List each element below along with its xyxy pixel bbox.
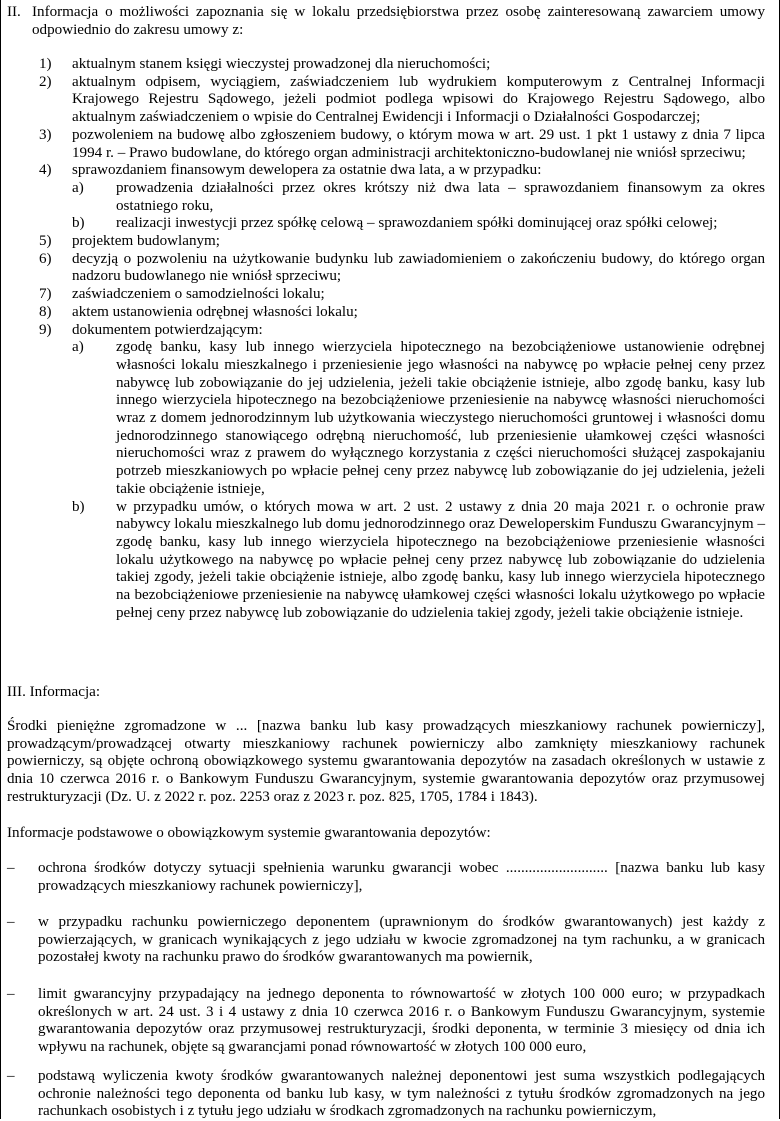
bullet-text: ochrona środków dotyczy sytuacji spełnienia warunku gwarancji wobec ........................... [nazwa banku lub kasy prowadzących mieszkaniowy rachunek powierniczy], xyxy=(38,860,765,894)
sub-list-item xyxy=(72,339,765,498)
list-item-number: 6) xyxy=(39,250,52,267)
list-item-text: pozwoleniem na budowę albo zgłoszeniem budowy, o którym mowa w art. 29 ust. 1 pkt 1 ustawy z dnia 7 lipca 1994 r. – Prawo budowlane, do którego organ administracji architektoniczno-budowlanej nie wniósł sprzeciwu; xyxy=(72,126,765,161)
list-item-number: 9) xyxy=(39,321,52,338)
section-3-paragraph: Środki pieniężne zgromadzone w ... [nazwa banku lub kasy prowadzących mieszkaniowy rachunek powierniczy], prowadzącym/prowadzącej otwarty mieszkaniowy rachunek powierniczy albo zamknięty mieszkaniowy rachunek powierniczy, są objęte ochroną obowiązkowego systemu gwarantowania depozytów na zasadach określonych w ustawie z dnia 10 czerwca 2016 r. o Bankowym Funduszu Gwarancyjnym, systemie gwarantowania depozytów oraz przymusowej restrukturyzacji (Dz. U. z 2022 r. poz. 2253 oraz z 2023 r. poz. 825, 1705, 1784 i 1843). xyxy=(7,718,765,805)
bullet-item xyxy=(7,860,765,895)
sub-list-item-text: w przypadku umów, o których mowa w art. 2 ust. 2 ustawy z dnia 20 maja 2021 r. o ochronie praw nabywcy lokalu mieszkalnego lub domu jednorodzinnego oraz Deweloperskim Funduszu Gwarancyjnym – zgodę banku, kasy lub innego wierzyciela hipotecznego na bezobciążeniowe przeniesienie własności lokalu użytkowego na nabywcę po wpłacie pełnej ceny przez nabywcę lub zobowiązanie do udzielenia takiej zgody, jeżeli takie obciążenie istnieje, albo zgodę banku, kasy lub innego wierzyciela hipotecznego na bezobciążeniowe przeniesienie na nabywcę ułamkowej części własności lokalu użytkowego po wpłacie pełnej ceny przez nabywcę lub zobowiązanie do udzielenia takiej zgody, jeżeli takie obciążenie istnieje. xyxy=(116,498,765,621)
sub-list xyxy=(72,339,765,622)
list-item-text: dokumentem potwierdzającym: xyxy=(72,321,263,338)
list-item-number: 5) xyxy=(39,233,52,250)
list-item xyxy=(7,56,765,74)
sub-list-item xyxy=(72,499,765,623)
list-item xyxy=(7,162,765,233)
sub-list-item-text: zgodę banku, kasy lub innego wierzyciela hipotecznego na bezobciążeniowe ustanowienie odrębnej własności lokalu mieszkalnego i przeniesienie jego własności na nabywcę po wpłacie pełnej ceny przez nabywcę lub zobowiązanie do jej udzielenia, jeżeli takie obciążenie istnieje, albo zgodę banku, kasy lub innego wierzyciela hipotecznego na bezobciążeniowe przeniesienie na nabywcę własności nieruchomości wraz z domem jednorodzinnym lub użytkowania wieczystego nieruchomości gruntowej i własności domu jednorodzinnego stanowiącego odrębną nieruchomość, lub przeniesienie ułamkowej części własności nieruchomości wraz z prawem do wyłącznego korzystania z części nieruchomości służącej zaspokajaniu potrzeb mieszkaniowych po wpłacie pełnej ceny przez nabywcę lub zobowiązanie do jej udzielenia, jeżeli takie obciążenie istnieje, xyxy=(116,339,765,497)
list-item-number: 2) xyxy=(39,73,52,90)
section-2-list xyxy=(7,56,765,623)
bullet-item xyxy=(7,986,765,1057)
list-item-number: 7) xyxy=(39,286,52,303)
list-item-text: aktualnym odpisem, wyciągiem, zaświadczeniem lub wydrukiem komputerowym z Centralnej Informacji Krajowego Rejestru Sądowego, jeżeli podmiot podlega wpisowi do Krajowego Rejestru Sądowego, albo aktualnym zaświadczeniem o wpisie do Centralnej Ewidencji i Informacji o Działalności Gospodarczej; xyxy=(72,73,765,126)
sub-list-item-letter: b) xyxy=(72,498,85,515)
list-item-text: projektem budowlanym; xyxy=(72,233,220,250)
sub-list-item-text: prowadzenia działalności przez okres krótszy niż dwa lata – sprawozdaniem finansowym za okres ostatniego roku, xyxy=(116,179,765,214)
section-2-intro xyxy=(7,4,765,39)
sub-list-item-text: realizacji inwestycji przez spółkę celową – sprawozdaniem spółki dominującej oraz spółki celowej; xyxy=(116,215,718,232)
section-3-heading: III. Informacja: xyxy=(7,684,101,700)
section-2-number: II. xyxy=(7,4,21,20)
list-item-text: aktem ustanowienia odrębnej własności lokalu; xyxy=(72,303,358,320)
bullet-text: w przypadku rachunku powierniczego deponentem (uprawnionym do środków gwarantowanych) jest każdy z powierzających, w granicach wynikających z jego udziału w kwocie zgromadzonej na tym rachunku, a w granicach pozostałej kwoty na rachunku prawo do środków gwarantowanych ma powiernik, xyxy=(38,914,765,966)
list-item-number: 1) xyxy=(39,56,52,72)
sub-list-item-letter: a) xyxy=(72,179,84,196)
section-2-intro-text: Informacja o możliwości zapoznania się w lokalu przedsiębiorstwa przez osobę zainteresowaną zawarciem umowy odpowiednio do zakresu umowy z: xyxy=(32,4,765,38)
list-item-text: aktualnym stanem księgi wieczystej prowadzonej dla nieruchomości; xyxy=(72,56,491,72)
list-item-text: sprawozdaniem finansowym dewelopera za ostatnie dwa lata, a w przypadku: xyxy=(72,162,542,179)
list-item xyxy=(7,127,765,162)
list-item-number: 8) xyxy=(39,303,52,320)
sub-list-item-letter: a) xyxy=(72,339,84,356)
sub-list-item xyxy=(72,180,765,215)
dash-marker: – xyxy=(7,1068,15,1084)
dash-marker: – xyxy=(7,914,15,930)
bullet-item xyxy=(7,1068,765,1121)
bullet-text: podstawą wyliczenia kwoty środków gwarantowanych należnej deponentowi jest suma wszystkich podlegających ochronie należności tego deponenta od banku lub kasy, w tym należności z tytułu środków zgromadzonych na jego rachunkach osobistych i z tytułu jego udziału w środkach zgromadzonych na rachunku powierniczym, xyxy=(38,1068,765,1120)
sub-list-item xyxy=(72,215,765,233)
list-item xyxy=(7,322,765,623)
sub-list-item-letter: b) xyxy=(72,215,85,232)
basics-heading: Informacje podstawowe o obowiązkowym systemie gwarantowania depozytów: xyxy=(7,825,491,841)
dash-marker: – xyxy=(7,986,15,1002)
bullet-text: limit gwarancyjny przypadający na jednego deponenta to równowartość w złotych 100 000 euro; w przypadkach określonych w art. 24 ust. 3 i 4 ustawy z dnia 10 czerwca 2016 r. o Bankowym Funduszu Gwarancyjnym, systemie gwarantowania depozytów oraz przymusowej restrukturyzacji, środki deponenta, w terminie 3 miesięcy od dnia ich wpływu na rachunek, objęte są gwarancjami ponad równowartość w złotych 100 000 euro, xyxy=(38,986,765,1056)
list-item xyxy=(7,304,765,322)
dash-marker: – xyxy=(7,860,15,876)
list-item xyxy=(7,74,765,127)
list-item xyxy=(7,251,765,286)
list-item-text: zaświadczeniem o samodzielności lokalu; xyxy=(72,286,325,303)
list-item-text: decyzją o pozwoleniu na użytkowanie budynku lub zawiadomieniem o zakończeniu budowy, do którego organ nadzoru budowlanego nie wniósł sprzeciwu; xyxy=(72,250,765,285)
list-item-number: 3) xyxy=(39,126,52,143)
bullet-item xyxy=(7,914,765,967)
sub-list xyxy=(72,180,765,233)
list-item xyxy=(7,286,765,304)
list-item-number: 4) xyxy=(39,162,52,179)
list-item xyxy=(7,233,765,251)
